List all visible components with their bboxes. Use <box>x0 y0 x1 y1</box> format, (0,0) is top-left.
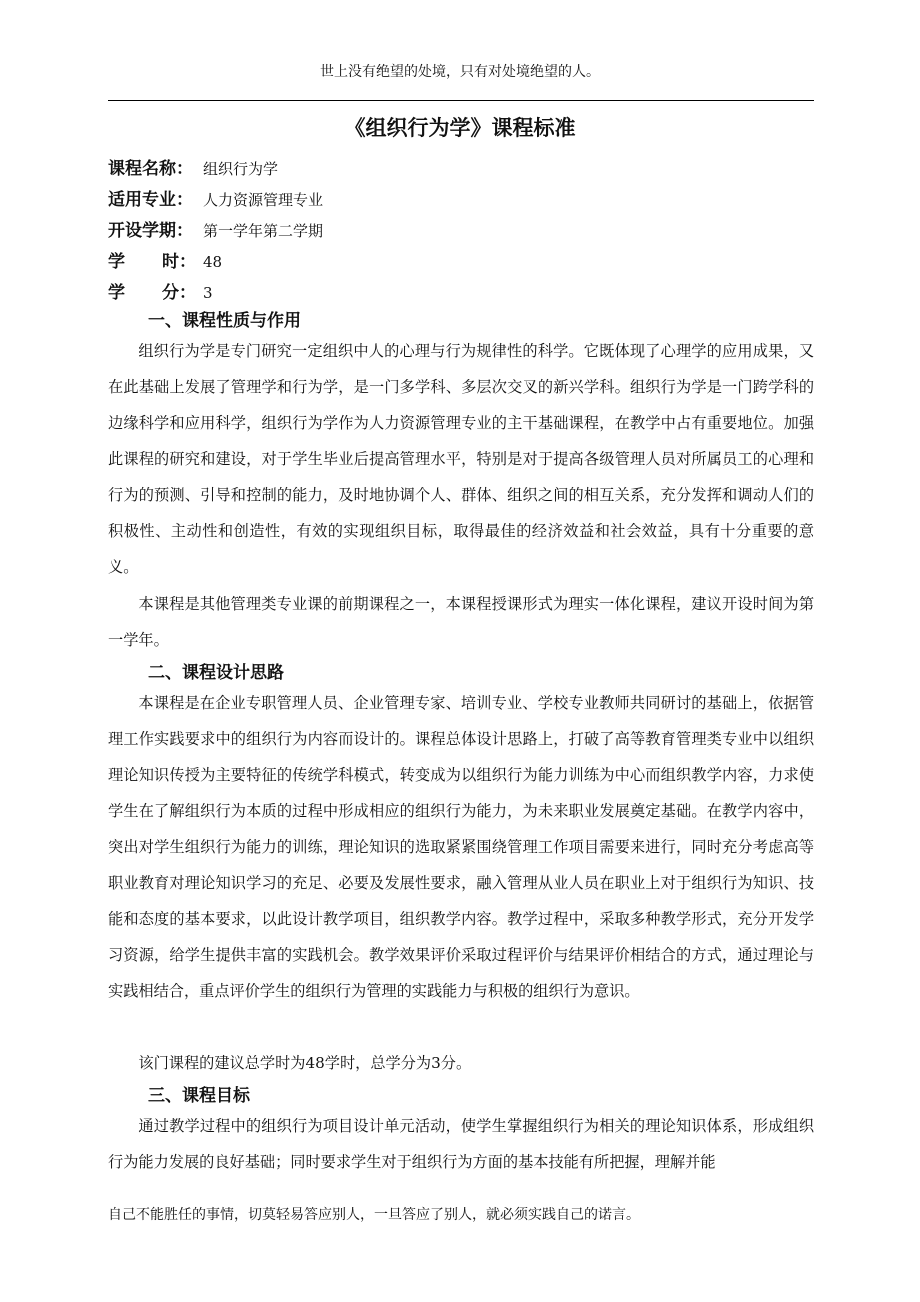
hours-label-char-2: 时： <box>162 252 196 272</box>
document-title: 《组织行为学》课程标准 <box>344 116 576 140</box>
section-heading-1: 一、课程性质与作用 <box>148 311 301 331</box>
section-3-paragraph-1: 通过教学过程中的组织行为项目设计单元活动，使学生掌握组织行为相关的理论知识体系，形成组织行为能力发展的良好基础；同时要求学生对于组织行为方面的基本技能有所把握，理解并能 <box>108 1117 814 1171</box>
section-heading-3: 三、课程目标 <box>148 1086 250 1106</box>
hours-label-char-1: 学 <box>108 252 125 272</box>
course-info <box>108 154 814 309</box>
course-name-value: 组织行为学 <box>203 160 279 178</box>
semester-row <box>108 216 814 247</box>
credits-label-char-2: 分： <box>162 283 196 303</box>
page-footer: 自己不能胜任的事情，切莫轻易答应别人，一旦答应了别人，就必须实践自己的诺言。 <box>108 1207 640 1223</box>
credits-label-char-1: 学 <box>108 283 125 303</box>
credits-row <box>108 278 814 309</box>
major-row <box>108 185 814 216</box>
section-2-paragraph-1: 本课程是在企业专职管理人员、企业管理专家、培训专业、学校专业教师共同研讨的基础上，依据管理工作实践要求中的组织行为内容而设计的。课程总体设计思路上，打破了高等教育管理类专业中以组织理论知识传授为主要特征的传统学科模式，转变成为以组织行为能力训练为中心而组织教学内容，力求使学生在了解组织行为本质的过程中形成相应的组织行为能力，为未来职业发展奠定基础。在教学内容中，突出对学生组织行为能力的训练，理论知识的选取紧紧围绕管理工作项目需要来进行，同时充分考虑高等职业教育对理论知识学习的充足、必要及发展性要求，融入管理从业人员在职业上对于组织行为知识、技能和态度的基本要求，以此设计教学项目，组织教学内容。教学过程中，采取多种教学形式，充分开发学习资源，给学生提供丰富的实践机会。教学效果评价采取过程评价与结果评价相结合的方式，通过理论与实践相结合，重点评价学生的组织行为管理的实践能力与积极的组织行为意识。 <box>108 694 814 1000</box>
major-label: 适用专业： <box>108 190 193 210</box>
page-header: 世上没有绝望的处境，只有对处境绝望的人。 <box>320 64 600 80</box>
course-name-label: 课程名称： <box>108 159 193 179</box>
hours-value: 48 <box>203 253 223 271</box>
section-1-paragraph-1: 组织行为学是专门研究一定组织中人的心理与行为规律性的科学。它既体现了心理学的应用成果，又在此基础上发展了管理学和行为学，是一门多学科、多层次交叉的新兴学科。组织行为学是一门跨学科的边缘科学和应用科学，组织行为学作为人力资源管理专业的主干基础课程，在教学中占有重要地位。加强此课程的研究和建设，对于学生毕业后提高管理水平，特别是对于提高各级管理人员对所属员工的心理和行为的预测、引导和控制的能力，及时地协调个人、群体、组织之间的相互关系，充分发挥和调动人们的积极性、主动性和创造性，有效的实现组织目标，取得最佳的经济效益和社会效益，具有十分重要的意义。 <box>108 342 814 576</box>
header-divider <box>108 100 814 101</box>
semester-label: 开设学期： <box>108 221 193 241</box>
hours-row <box>108 247 814 278</box>
section-2-paragraph-2: 该门课程的建议总学时为48学时，总学分为3分。 <box>138 1054 472 1072</box>
section-1-paragraph-2: 本课程是其他管理类专业课的前期课程之一，本课程授课形式为理实一体化课程，建议开设时间为第一学年。 <box>108 595 814 649</box>
semester-value: 第一学年第二学期 <box>203 222 324 240</box>
section-heading-2: 二、课程设计思路 <box>148 663 284 683</box>
credits-value: 3 <box>203 284 213 302</box>
major-value: 人力资源管理专业 <box>203 191 324 209</box>
course-name-row <box>108 154 814 185</box>
